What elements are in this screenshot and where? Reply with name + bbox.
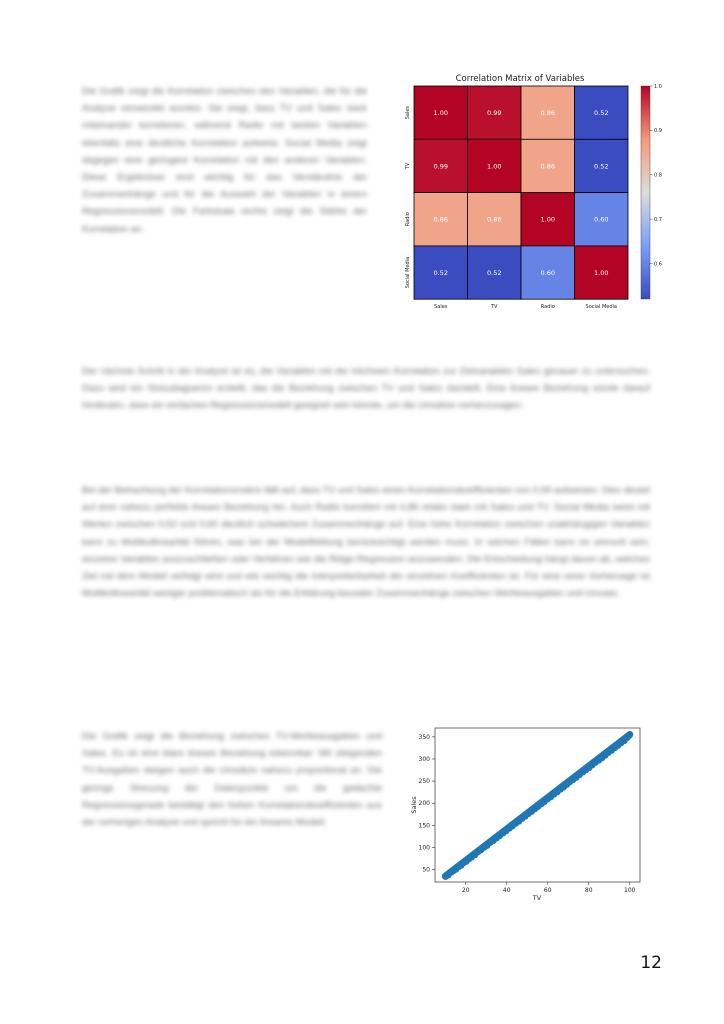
colorbar-tick-label: 1.0 <box>654 83 662 90</box>
scatter-y-tick-label: 300 <box>418 755 430 763</box>
colorbar-tick-label: 0.9 <box>654 128 662 135</box>
heatmap-cell-value: 1.00 <box>487 162 502 171</box>
colorbar-tick-label: 0.8 <box>654 172 662 179</box>
heatmap-cell-value: 0.99 <box>433 162 448 171</box>
heatmap-cell-value: 1.00 <box>433 108 448 117</box>
scatter-x-tick-label: 60 <box>543 887 552 894</box>
heatmap-x-tick-label: TV <box>491 304 498 310</box>
scatter-x-label: TV <box>532 894 542 902</box>
heatmap-x-tick-label: Social Media <box>585 304 617 310</box>
paragraph-heatmap-description: Die Grafik zeigt die Korrelation zwischen den Variablen, die für die Analyse verwendet wurden. Sie zeigt, dass TV und Sales stark miteinander korrelieren, während Radio mit beiden Variablen ebenfalls eine deutliche Korrelation aufweist. Social Media zeigt dagegen eine geringere Korrelation mit den anderen Variablen. Diese Ergebnisse sind wichtig für das Verständnis der Zusammenhänge und für die Auswahl der Variablen in einem Regressionsmodell. Die Farbskala rechts zeigt die Stärke der Korrelation an. <box>82 86 367 235</box>
tv-sales-scatter-plot <box>400 720 650 905</box>
heatmap-cell-value: 0.86 <box>433 215 448 224</box>
scatter-y-tick-label: 350 <box>418 733 430 741</box>
heatmap-y-tick-label: TV <box>405 162 411 170</box>
colorbar <box>641 86 650 299</box>
colorbar-tick-label: 0.7 <box>654 216 662 223</box>
scatter-point <box>627 731 633 737</box>
scatter-x-tick-label: 100 <box>624 887 636 894</box>
scatter-y-label: Sales <box>410 796 418 814</box>
scatter-y-tick-label: 200 <box>418 800 430 808</box>
heatmap-cell-value: 0.52 <box>487 268 502 277</box>
heatmap-x-tick-label: Sales <box>434 304 448 310</box>
page-number: 12 <box>640 953 662 973</box>
scatter-x-tick-label: 20 <box>461 887 470 894</box>
heatmap-cell-value: 0.52 <box>433 268 448 277</box>
paragraph-intro-scatter: Der nächste Schritt in der Analyse ist es, die Variablen mit der höchsten Korrelation zur Zielvariablen Sales genauer zu untersuchen. Dazu wird ein Streudiagramm erstellt, das die Beziehung zwischen TV und Sales darstellt. Eine lineare Beziehung würde darauf hindeuten, dass ein einfaches Regressionsmodell geeignet sein könnte, um die Umsätze vorherzusagen. <box>82 366 650 412</box>
heatmap-y-tick-label: Radio <box>405 212 411 227</box>
heatmap-title: Correlation Matrix of Variables <box>455 74 585 84</box>
heatmap-cell-value: 0.86 <box>540 162 555 171</box>
heatmap-cell-value: 0.60 <box>594 215 609 224</box>
heatmap-cell-value: 1.00 <box>594 268 609 277</box>
scatter-y-tick-label: 100 <box>418 844 430 852</box>
heatmap-y-tick-label: Social Media <box>405 256 411 289</box>
heatmap-cell-value: 0.86 <box>540 108 555 117</box>
scatter-y-tick-label: 150 <box>418 822 430 830</box>
scatter-y-tick-label: 50 <box>422 866 430 874</box>
heatmap-cell-value: 0.99 <box>487 108 502 117</box>
paragraph-scatter-description: Die Grafik zeigt die Beziehung zwischen TV-Werbeausgaben und Sales. Es ist eine klare lineare Beziehung erkennbar: Mit steigenden TV-Ausgaben steigen auch die Umsätze nahezu proportional an. Die geringe Streuung der Datenpunkte um die gedachte Regressionsgerade bestätigt den hohen Korrelationskoeffizienten aus der vorherigen Analyse und spricht für ein lineares Modell. <box>82 731 382 829</box>
heatmap-cell-value: 0.52 <box>594 162 609 171</box>
heatmap-x-tick-label: Radio <box>540 304 555 310</box>
colorbar-tick-label: 0.6 <box>654 261 662 268</box>
heatmap-cell-value: 0.60 <box>540 268 555 277</box>
heatmap-cell-value: 0.52 <box>594 108 609 117</box>
correlation-heatmap <box>390 70 670 315</box>
paragraph-correlation-discussion: Bei der Betrachtung der Korrelationsmatrix fällt auf, dass TV und Sales einen Korrelationskoeffizienten von 0,99 aufweisen. Dies deutet auf eine nahezu perfekte lineare Beziehung hin. Auch Radio korreliert mit 0,86 relativ stark mit Sales und TV. Social Media weist mit Werten zwischen 0,52 und 0,60 deutlich schwächere Zusammenhänge auf. Eine hohe Korrelation zwischen unabhängigen Variablen kann zu Multikollinearität führen, was bei der Modellbildung berücksichtigt werden muss. In solchen Fällen kann es sinnvoll sein, einzelne Variablen auszuschließen oder Verfahren wie die Ridge-Regression anzuwenden. Die Entscheidung hängt davon ab, welches Ziel mit dem Modell verfolgt wird und wie wichtig die Interpretierbarkeit der einzelnen Koeffizienten ist. Für eine reine Vorhersage ist Multikollinearität weniger problematisch als für die Erklärung kausaler Zusammenhänge zwischen Werbeausgaben und Umsatz. <box>82 485 650 600</box>
scatter-x-tick-label: 80 <box>584 887 593 894</box>
heatmap-cell-value: 0.86 <box>487 215 502 224</box>
heatmap-y-tick-label: Sales <box>405 105 411 120</box>
scatter-y-tick-label: 250 <box>418 778 430 786</box>
scatter-x-tick-label: 40 <box>502 887 511 894</box>
heatmap-cell-value: 1.00 <box>540 215 555 224</box>
